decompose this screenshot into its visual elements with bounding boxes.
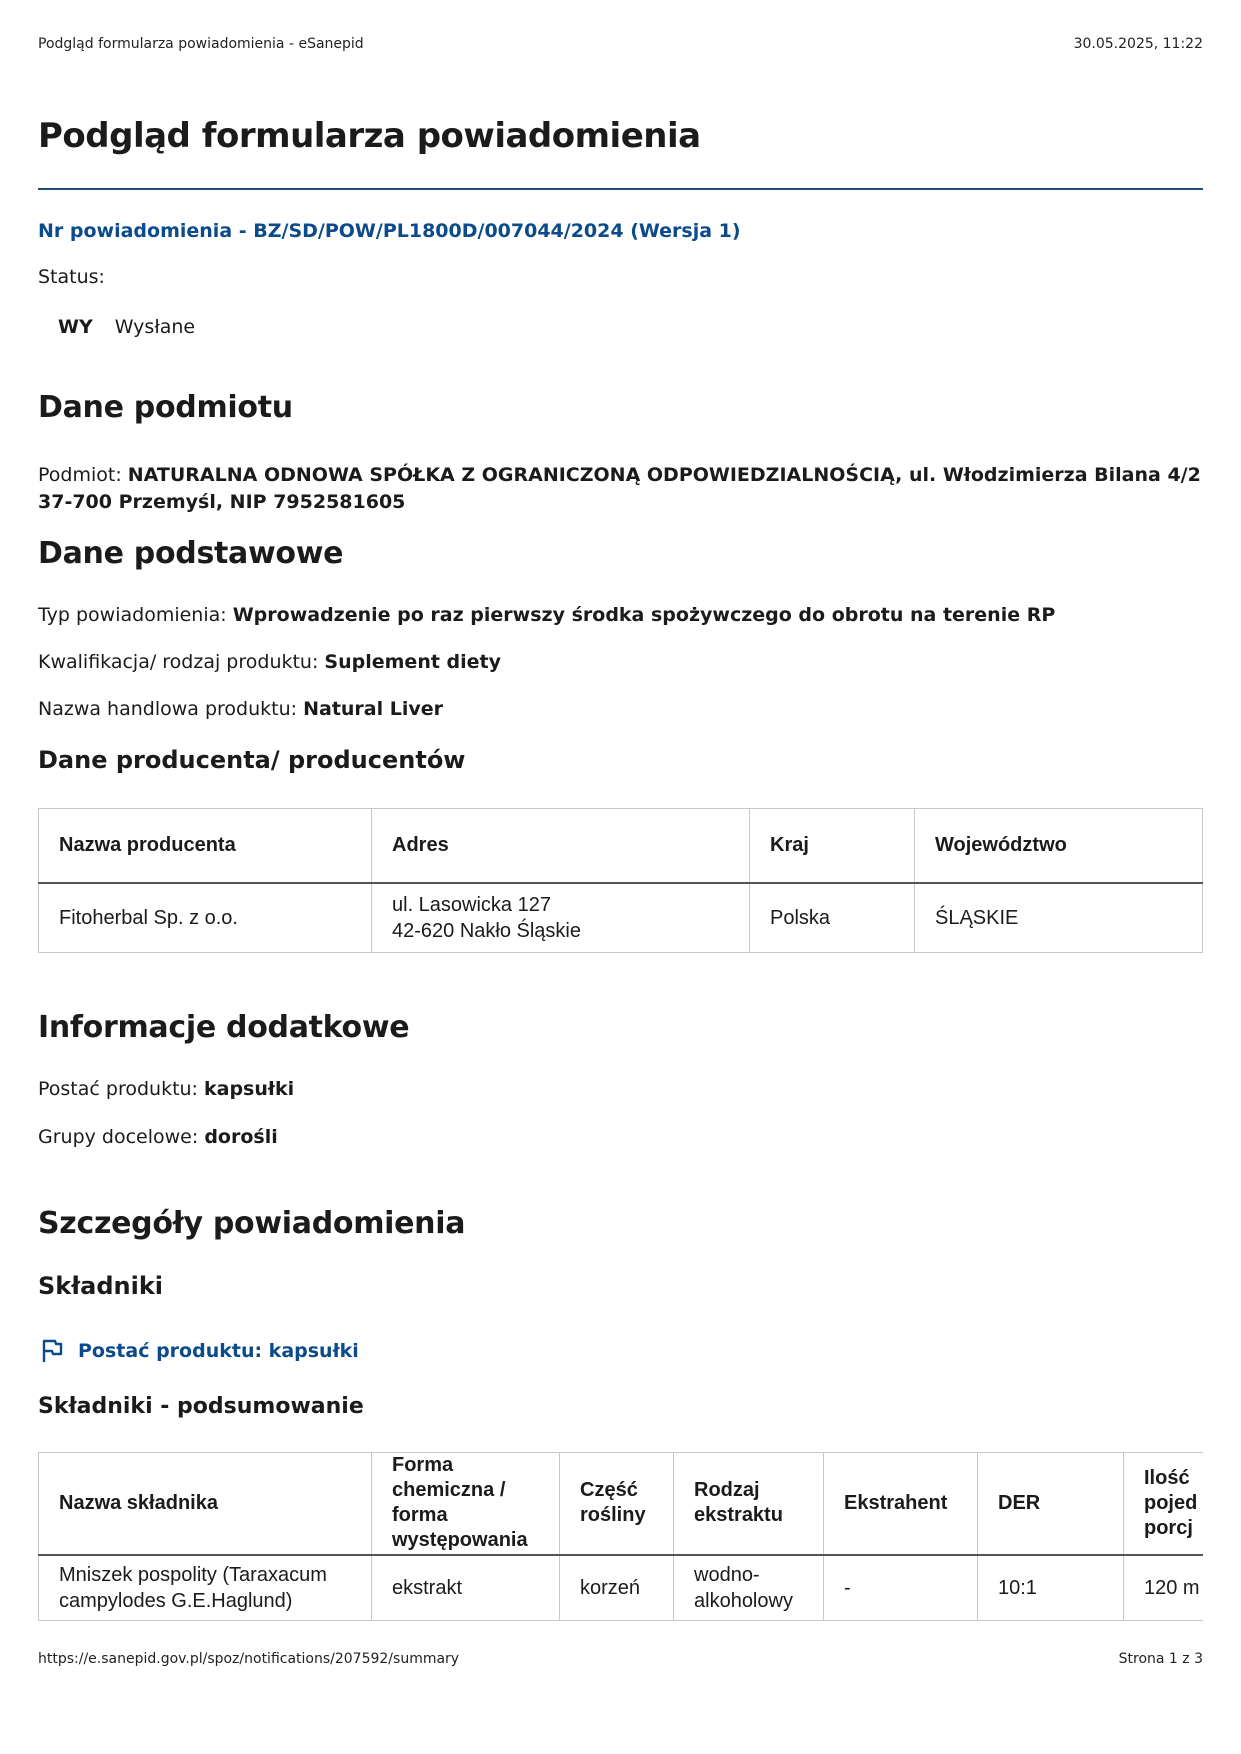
column-header: Rodzaj ekstraktu: [674, 1453, 824, 1555]
table-header-row: [39, 1453, 1204, 1555]
product-qualification-label: Kwalifikacja/ rodzaj produktu:: [38, 651, 325, 673]
print-header-title: Podgląd formularza powiadomienia - eSanepid: [38, 36, 364, 52]
entity-info: [38, 462, 1203, 516]
product-form-link-label: Postać produktu: kapsułki: [78, 1340, 359, 1362]
ingredients-table: [38, 1452, 1203, 1621]
basic-heading: Dane podstawowe: [38, 536, 344, 571]
notification-type-label: Typ powiadomienia:: [38, 604, 233, 626]
additional-heading: Informacje dodatkowe: [38, 1010, 410, 1045]
product-name: [38, 698, 443, 720]
product-name-label: Nazwa handlowa produktu:: [38, 698, 304, 720]
print-footer-url: https://e.sanepid.gov.pl/spoz/notifications/207592/summary: [38, 1651, 460, 1667]
page-title: Podgląd formularza powiadomienia: [38, 116, 701, 156]
column-header: Forma chemiczna / forma występowania: [372, 1453, 560, 1555]
table-row: [39, 1555, 1204, 1621]
producer-address: [372, 883, 750, 953]
target-groups: [38, 1126, 278, 1148]
producers-table: [38, 808, 1203, 953]
entity-value: NATURALNA ODNOWA SPÓŁKA Z OGRANICZONĄ ODPOWIEDZIALNOŚCIĄ, ul. Włodzimierza Bilana 4/2 37-700 Przemyśl, NIP 7952581605: [38, 464, 1201, 513]
product-form-value: kapsułki: [204, 1078, 295, 1100]
table-header-row: [39, 809, 1203, 883]
flag-icon: [40, 1338, 64, 1364]
column-header: Ilość pojed porcj: [1124, 1453, 1204, 1555]
product-form: [38, 1078, 294, 1100]
table-row: [39, 883, 1203, 953]
column-header: Województwo: [915, 809, 1203, 883]
notification-number: Nr powiadomienia - BZ/SD/POW/PL1800D/007044/2024 (Wersja 1): [38, 220, 741, 242]
status-label: Status:: [38, 266, 105, 288]
notification-type: [38, 604, 1055, 626]
ingredient-name: Mniszek pospolity (Taraxacum campylodes G.E.Haglund): [39, 1555, 372, 1621]
target-groups-label: Grupy docelowe:: [38, 1126, 205, 1148]
status-value: Wysłane: [114, 316, 196, 338]
extract-type: wodno- alkoholowy: [674, 1555, 824, 1621]
product-qualification: [38, 651, 501, 673]
notification-type-value: Wprowadzenie po raz pierwszy środka spożywczego do obrotu na terenie RP: [232, 604, 1056, 626]
address-line: ul. Lasowicka 127: [392, 893, 551, 916]
address-line: 42-620 Nakło Śląskie: [392, 919, 581, 942]
print-header: [38, 36, 1203, 52]
product-form-link[interactable]: [40, 1338, 359, 1364]
column-header: Kraj: [750, 809, 915, 883]
ingredient-form: ekstrakt: [372, 1555, 560, 1621]
extractant: -: [824, 1555, 978, 1621]
details-heading: Szczegóły powiadomienia: [38, 1206, 466, 1241]
column-header: Część rośliny: [560, 1453, 674, 1555]
product-qualification-value: Suplement diety: [324, 651, 502, 673]
ingredients-table-wrapper[interactable]: [38, 1452, 1203, 1622]
producer-name: Fitoherbal Sp. z o.o.: [39, 883, 372, 953]
der-ratio: 10:1: [978, 1555, 1124, 1621]
status-badge: [58, 316, 195, 338]
print-footer-page: Strona 1 z 3: [1118, 1651, 1203, 1667]
title-divider: [38, 188, 1203, 190]
print-footer: [38, 1651, 1203, 1667]
ingredients-summary-heading: Składniki - podsumowanie: [38, 1394, 364, 1419]
ingredients-heading: Składniki: [38, 1272, 164, 1300]
column-header: DER: [978, 1453, 1124, 1555]
column-header: Nazwa producenta: [39, 809, 372, 883]
producer-country: Polska: [750, 883, 915, 953]
plant-part: korzeń: [560, 1555, 674, 1621]
producer-province: ŚLĄSKIE: [915, 883, 1203, 953]
entity-heading: Dane podmiotu: [38, 390, 293, 425]
serving-amount: 120 m: [1124, 1555, 1204, 1621]
column-header: Ekstrahent: [824, 1453, 978, 1555]
target-groups-value: dorośli: [204, 1126, 278, 1148]
column-header: Nazwa składnika: [39, 1453, 372, 1555]
column-header: Adres: [372, 809, 750, 883]
status-code: WY: [58, 316, 93, 338]
print-header-datetime: 30.05.2025, 11:22: [1073, 36, 1203, 52]
entity-label: Podmiot:: [38, 464, 128, 486]
producers-heading: Dane producenta/ producentów: [38, 746, 466, 774]
product-name-value: Natural Liver: [303, 698, 444, 720]
product-form-label: Postać produktu:: [38, 1078, 204, 1100]
